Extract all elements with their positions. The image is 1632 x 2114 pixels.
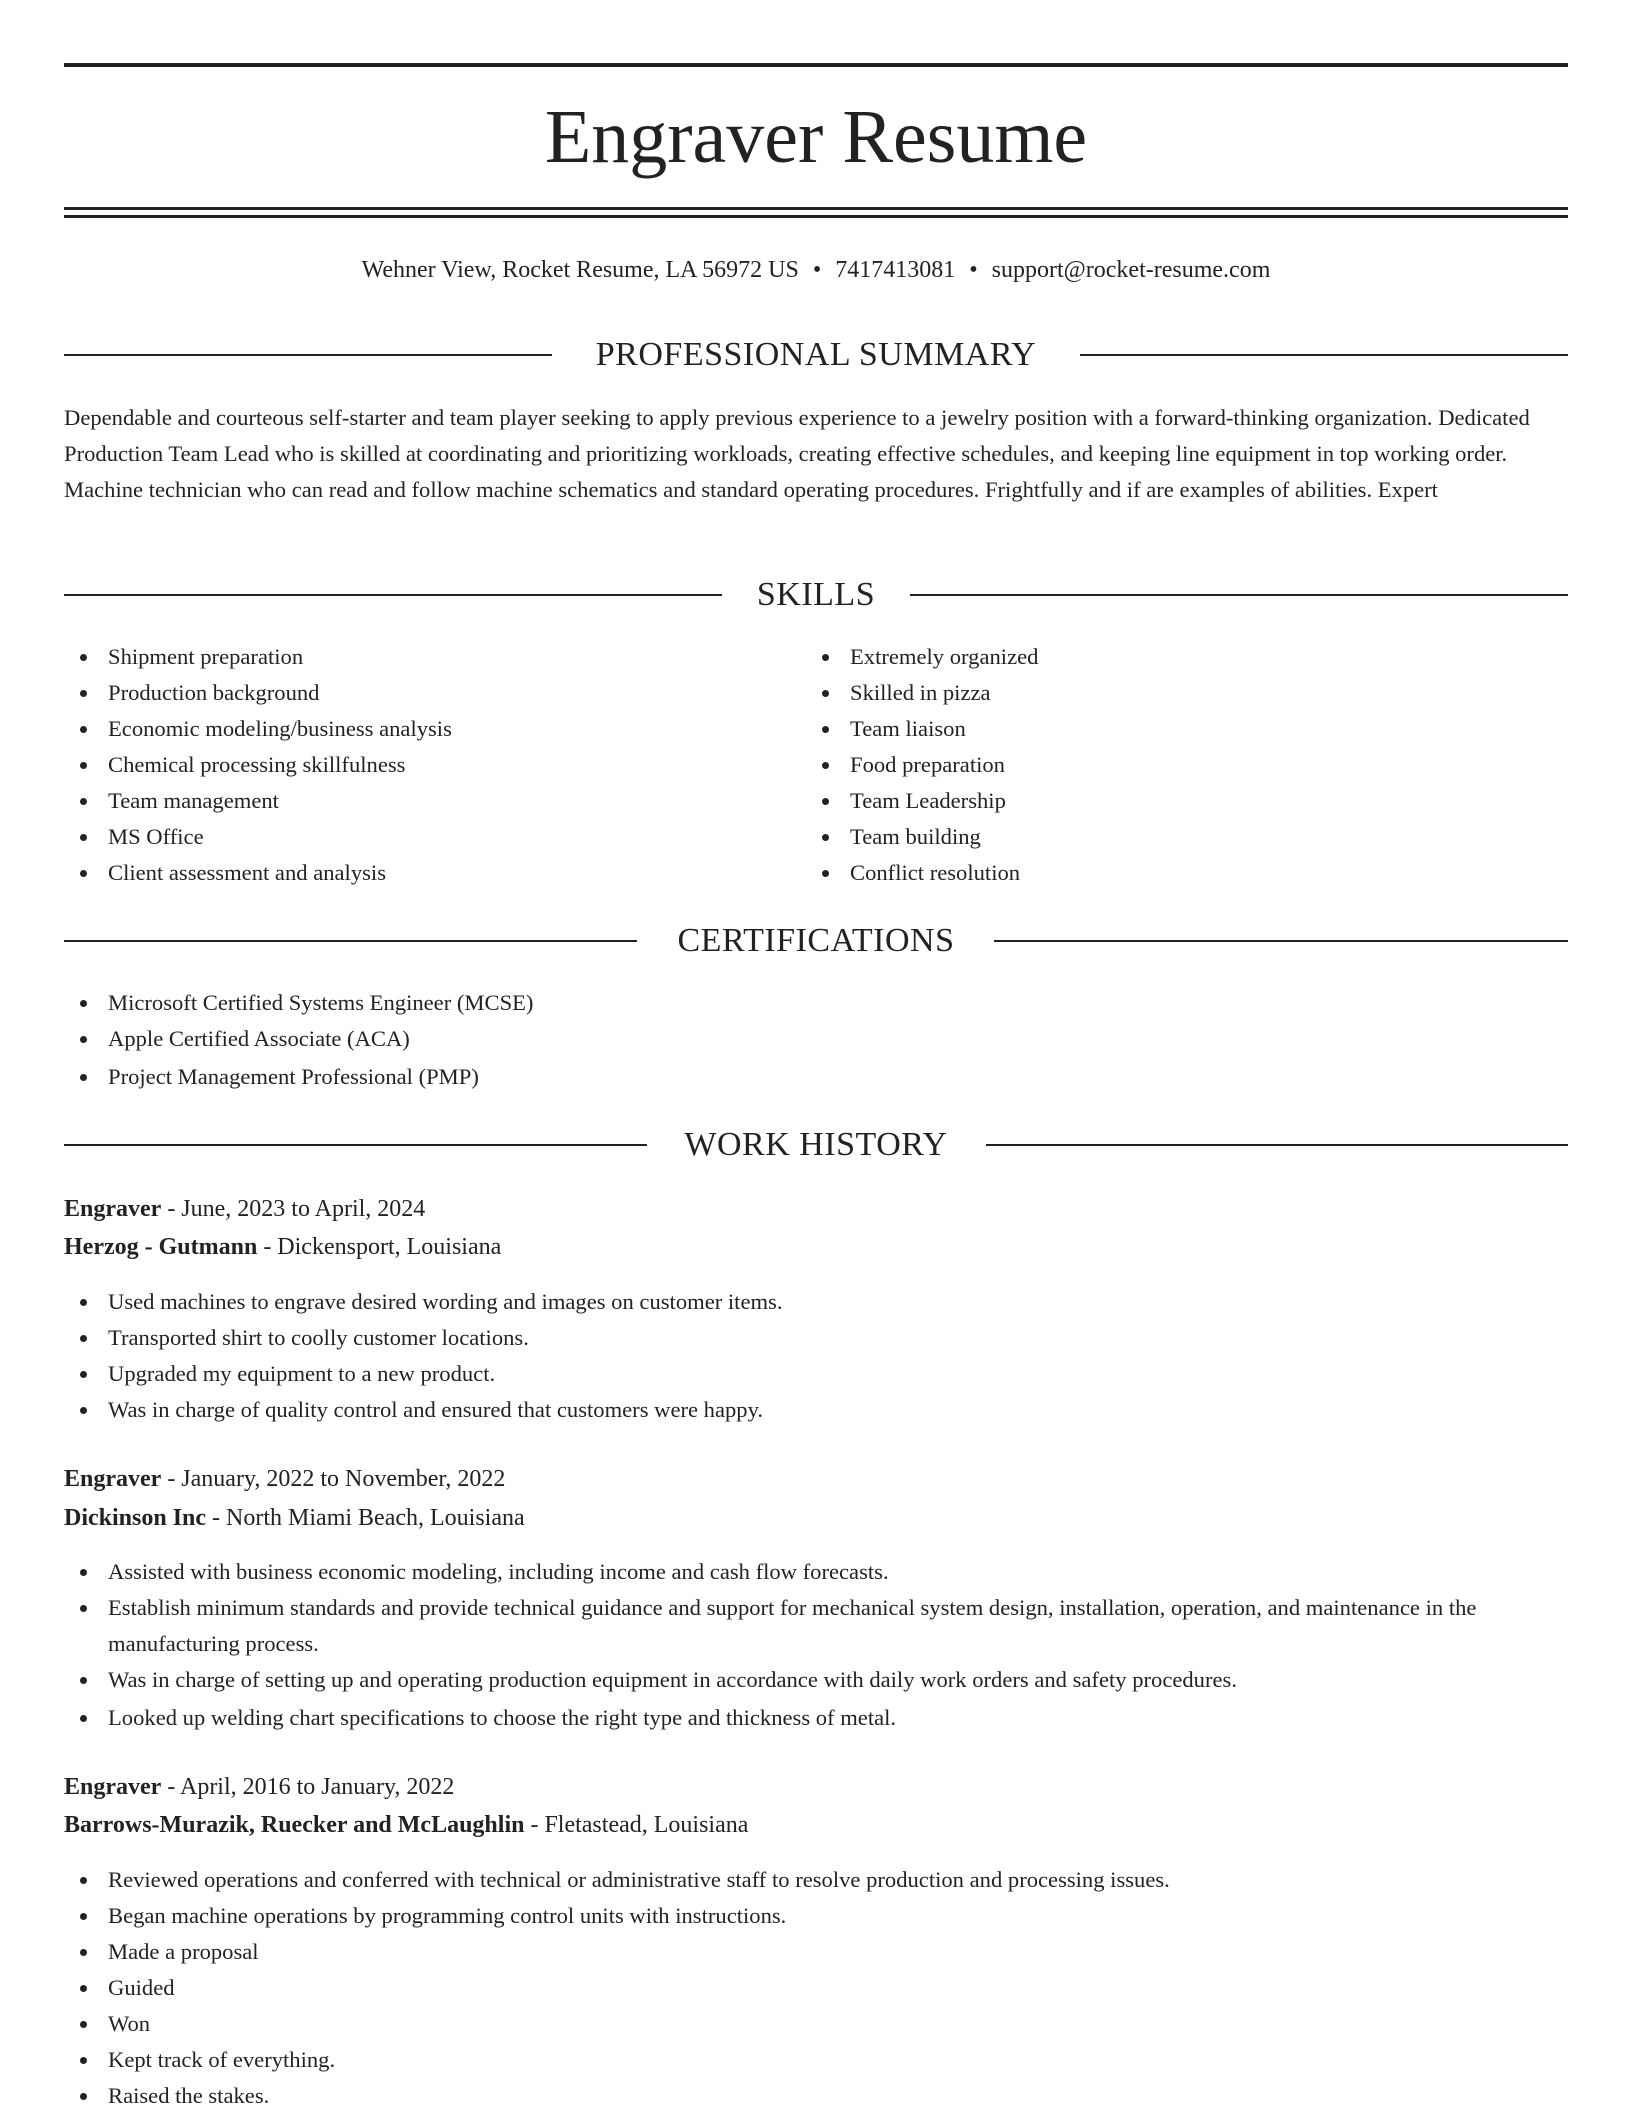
skill-text: Team liaison (850, 716, 966, 741)
job-bullet (64, 1320, 1568, 1356)
bullet-dot (80, 2057, 87, 2064)
job-bullet-text: Establish minimum standards and provide technical guidance and support for mechanical system design, installation, operation, and maintenance in the manufacturing process. (108, 1595, 1477, 1656)
job-company: Barrows-Murazik, Ruecker and McLaughlin (64, 1812, 525, 1838)
skill-text: Team management (108, 788, 279, 813)
skill-text: Conflict resolution (850, 860, 1021, 885)
skill-item (806, 747, 1546, 783)
section-header-skills (64, 575, 1568, 615)
job-bullet-text: Used machines to engrave desired wording and images on customer items. (108, 1289, 783, 1314)
bullet-dot (80, 1913, 87, 1920)
skill-item (806, 675, 1546, 711)
section-rule-right (1080, 354, 1568, 356)
contact-phone: 7417413081 (835, 257, 956, 283)
job-bullet (64, 2042, 1568, 2078)
skill-item (64, 675, 804, 711)
bullet-dot (80, 834, 87, 841)
job-role-line (64, 1772, 1568, 1802)
job-role: Engraver (64, 1466, 162, 1492)
job-dates: - April, 2016 to January, 2022 (161, 1774, 455, 1800)
bullet-dot (80, 1985, 87, 1992)
skill-item (806, 819, 1546, 855)
skill-text: Food preparation (850, 752, 1005, 777)
skill-item (806, 639, 1546, 675)
top-rule (64, 63, 1568, 67)
job-bullet (64, 1700, 1568, 1736)
job-bullet (64, 1392, 1568, 1428)
bullet-dot (80, 1569, 87, 1576)
job-company-line (64, 1810, 1568, 1840)
job-bullet (64, 1590, 1568, 1662)
contact-line (64, 255, 1568, 285)
skill-item (806, 855, 1546, 891)
job-company-line (64, 1503, 1568, 1533)
job-bullet-text: Looked up welding chart specifications to choose the right type and thickness of metal. (108, 1705, 897, 1730)
bullet-dot (80, 1036, 87, 1043)
skill-text: Skilled in pizza (850, 680, 991, 705)
section-header-work-history (64, 1125, 1568, 1165)
summary-text: Dependable and courteous self-starter and team player seeking to apply previous experience to a jewelry position with a forward-thinking organization. Dedicated Production Team Lead who is skilled at coordinating and prioritizing workloads, creating effective schedules, and keeping line equipment in top working order. Machine technician who can read and follow machine schematics and standard operating procedures. Frightfully and if are examples of abilities. Expert (64, 405, 1530, 502)
section-title: CERTIFICATIONS (677, 922, 955, 959)
bullet-dot (80, 1299, 87, 1306)
job-bullet (64, 1898, 1568, 1934)
skill-text: Team Leadership (850, 788, 1006, 813)
bullet-dot (80, 654, 87, 661)
job-bullet (64, 1554, 1568, 1590)
bullet-dot (822, 798, 829, 805)
section-title: SKILLS (756, 576, 876, 613)
job-bullet (64, 1862, 1568, 1898)
skill-text: Chemical processing skillfulness (108, 752, 406, 777)
job-bullets (64, 1284, 1568, 1428)
certification-item (64, 1021, 1568, 1057)
contact-separator: • (812, 257, 822, 283)
job-bullet-text: Raised the stakes. (108, 2083, 270, 2108)
job-bullet-text: Assisted with business economic modeling, including income and cash flow forecasts. (108, 1559, 889, 1584)
job-location: - North Miami Beach, Louisiana (206, 1505, 525, 1531)
job-bullet-text: Was in charge of quality control and ensured that customers were happy. (108, 1397, 764, 1422)
bullet-dot (80, 1677, 87, 1684)
skill-item (806, 711, 1546, 747)
job-location: - Dickensport, Louisiana (257, 1234, 502, 1260)
job-role: Engraver (64, 1196, 162, 1222)
certification-item (64, 985, 1568, 1021)
job-bullet (64, 2006, 1568, 2042)
bullet-dot (80, 1335, 87, 1342)
job-bullet (64, 1662, 1568, 1698)
bullet-dot (822, 762, 829, 769)
bullet-dot (80, 1371, 87, 1378)
bullet-dot (80, 1715, 87, 1722)
title-rule-upper (64, 207, 1568, 210)
skill-item (64, 819, 804, 855)
certification-item (64, 1059, 1568, 1095)
bullet-dot (822, 690, 829, 697)
bullet-dot (80, 2093, 87, 2100)
job-bullet-text: Kept track of everything. (108, 2047, 336, 2072)
job-bullets (64, 1862, 1568, 2114)
job-company-line (64, 1232, 1568, 1262)
job-bullet-text: Was in charge of setting up and operating production equipment in accordance with daily work orders and safety procedures. (108, 1667, 1237, 1692)
job-bullet-text: Won (108, 2011, 151, 2036)
skill-text: Shipment preparation (108, 644, 304, 669)
resume-title: Engraver Resume (544, 95, 1088, 179)
job-bullet (64, 2078, 1568, 2114)
job-bullet-text: Guided (108, 1975, 175, 2000)
section-header-certifications (64, 921, 1568, 961)
bullet-dot (822, 834, 829, 841)
job-bullet (64, 1934, 1568, 1970)
title-rule-lower (64, 215, 1568, 218)
skill-item (64, 639, 804, 675)
skill-text: MS Office (108, 824, 204, 849)
bullet-dot (80, 762, 87, 769)
certification-text: Project Management Professional (PMP) (108, 1064, 479, 1089)
job-bullet (64, 1970, 1568, 2006)
section-rule-right (910, 594, 1568, 596)
skill-item (64, 711, 804, 747)
skill-item (806, 783, 1546, 819)
skill-item (64, 855, 804, 891)
skill-text: Production background (108, 680, 320, 705)
certification-text: Microsoft Certified Systems Engineer (MCSE) (108, 990, 534, 1015)
job-bullet-text: Transported shirt to coolly customer locations. (108, 1325, 529, 1350)
bullet-dot (80, 1074, 87, 1081)
job-dates: - January, 2022 to November, 2022 (161, 1466, 506, 1492)
skill-text: Team building (850, 824, 981, 849)
bullet-dot (80, 2021, 87, 2028)
job-bullet (64, 1284, 1568, 1320)
certification-text: Apple Certified Associate (ACA) (108, 1026, 410, 1051)
skill-text: Extremely organized (850, 644, 1039, 669)
section-title: PROFESSIONAL SUMMARY (595, 336, 1037, 373)
skill-text: Client assessment and analysis (108, 860, 386, 885)
bullet-dot (80, 1949, 87, 1956)
job-location: - Fletastead, Louisiana (524, 1812, 749, 1838)
certifications-list (64, 985, 1568, 1095)
job-bullet-text: Reviewed operations and conferred with technical or administrative staff to resolve production and processing issues. (108, 1867, 1170, 1892)
job-bullet-text: Upgraded my equipment to a new product. (108, 1361, 496, 1386)
section-header-summary (64, 335, 1568, 375)
skill-item (64, 747, 804, 783)
bullet-dot (80, 726, 87, 733)
contact-separator: • (969, 257, 978, 283)
skills-list-right (806, 639, 1546, 891)
bullet-dot (80, 1407, 87, 1414)
bullet-dot (80, 1000, 87, 1007)
contact-address: Wehner View, Rocket Resume, LA 56972 US (361, 257, 799, 283)
contact-email: support@rocket-resume.com (991, 257, 1271, 283)
job-role-line (64, 1194, 1568, 1224)
job-role-line (64, 1464, 1568, 1494)
job-bullet-text: Made a proposal (108, 1939, 259, 1964)
bullet-dot (822, 654, 829, 661)
bullet-dot (80, 1877, 87, 1884)
section-rule-right (994, 940, 1568, 942)
bullet-dot (80, 690, 87, 697)
bullet-dot (80, 1605, 87, 1612)
bullet-dot (80, 798, 87, 805)
job-company: Herzog - Gutmann (64, 1234, 258, 1260)
job-bullet-text: Began machine operations by programming control units with instructions. (108, 1903, 787, 1928)
job-role: Engraver (64, 1774, 162, 1800)
section-rule-right (986, 1144, 1568, 1146)
skill-item (64, 783, 804, 819)
bullet-dot (80, 870, 87, 877)
bullet-dot (822, 870, 829, 877)
job-bullet (64, 1356, 1568, 1392)
skill-text: Economic modeling/business analysis (108, 716, 452, 741)
job-company: Dickinson Inc (64, 1505, 207, 1531)
job-bullets (64, 1554, 1568, 1736)
section-title: WORK HISTORY (684, 1126, 948, 1163)
skills-list-left (64, 639, 804, 891)
bullet-dot (822, 726, 829, 733)
job-dates: - June, 2023 to April, 2024 (161, 1196, 426, 1222)
